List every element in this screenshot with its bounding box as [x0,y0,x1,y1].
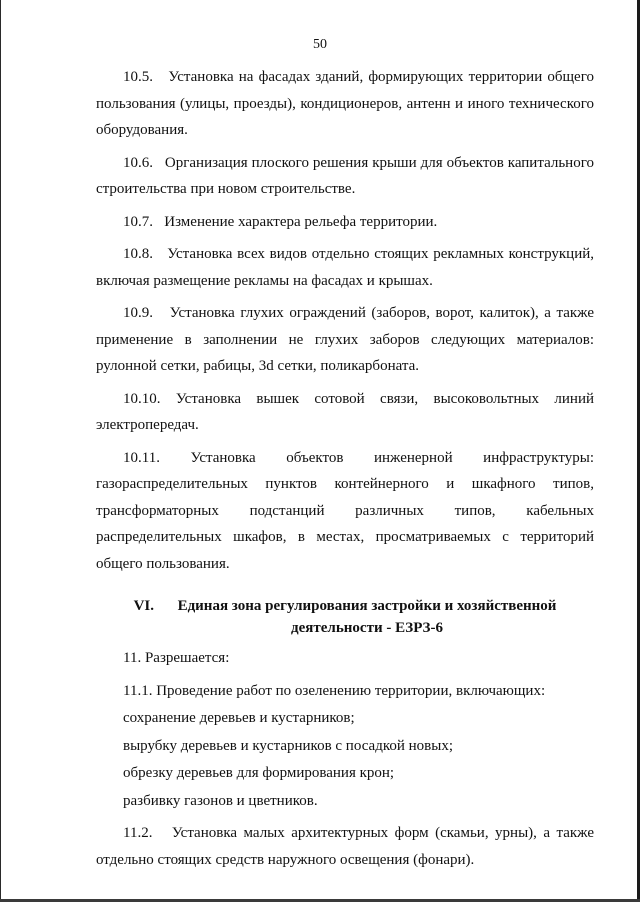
paragraph-10-6: 10.6. Организация плоского решения крыши для объектов капитального строительства при новом строительстве. [96,154,594,197]
section-number: VI. [133,598,154,614]
scan-border-left [0,0,1,902]
paragraph-10-9: 10.9. Установка глухих ограждений (заборов, ворот, калиток), а также применение в заполнении не глухих заборов следующих материалов: рулонной сетки, рабицы, 3d сетки, поликарбоната. [96,305,594,374]
paragraph-11-1: 11.1. Проведение работ по озеленению территории, включающих: [123,682,546,699]
paragraph-10-7: 10.7. Изменение характера рельефа территории. [123,213,438,230]
section-title [178,595,557,639]
section-title-line1: Единая зона регулирования застройки и хозяйственной [177,598,557,614]
paragraph-10-5: 10.5. Установка на фасадах зданий, формирующих территории общего пользования (улицы, проезды), кондиционеров, антенн и иного технического оборудования. [96,69,594,138]
list-item: сохранение деревьев и кустарников; [123,710,355,726]
paragraph-11: 11. Разрешается: [123,650,230,666]
paragraph-10-11: 10.11. Установка объектов инженерной инфраструктуры: газораспределительных пунктов контейнерного и шкафного типов, трансформаторных подстанций различных типов, кабельных распределительных шкафов, в местах, просматриваемых с территорий общего пользования. [96,449,594,572]
paragraph-11-2: 11.2. Установка малых архитектурных форм (скамьи, урны), а также отдельно стоящих средств наружного освещения (фонари). [96,825,594,868]
section-heading [96,595,594,639]
section-title-line2: деятельности - ЕЗРЗ-6 [291,620,443,636]
paragraph-10-10: 10.10. Установка вышек сотовой связи, высоковольтных линий электропередач. [96,390,594,433]
paragraph-10-8: 10.8. Установка всех видов отдельно стоящих рекламных конструкций, включая размещение рекламы на фасадах и крышах. [96,246,594,289]
document-body [96,64,594,879]
page-number: 50 [313,37,327,52]
list-item: разбивку газонов и цветников. [123,792,318,809]
list-item: обрезку деревьев для формирования крон; [123,765,395,781]
list-item: вырубку деревьев и кустарников с посадкой новых; [123,737,453,754]
